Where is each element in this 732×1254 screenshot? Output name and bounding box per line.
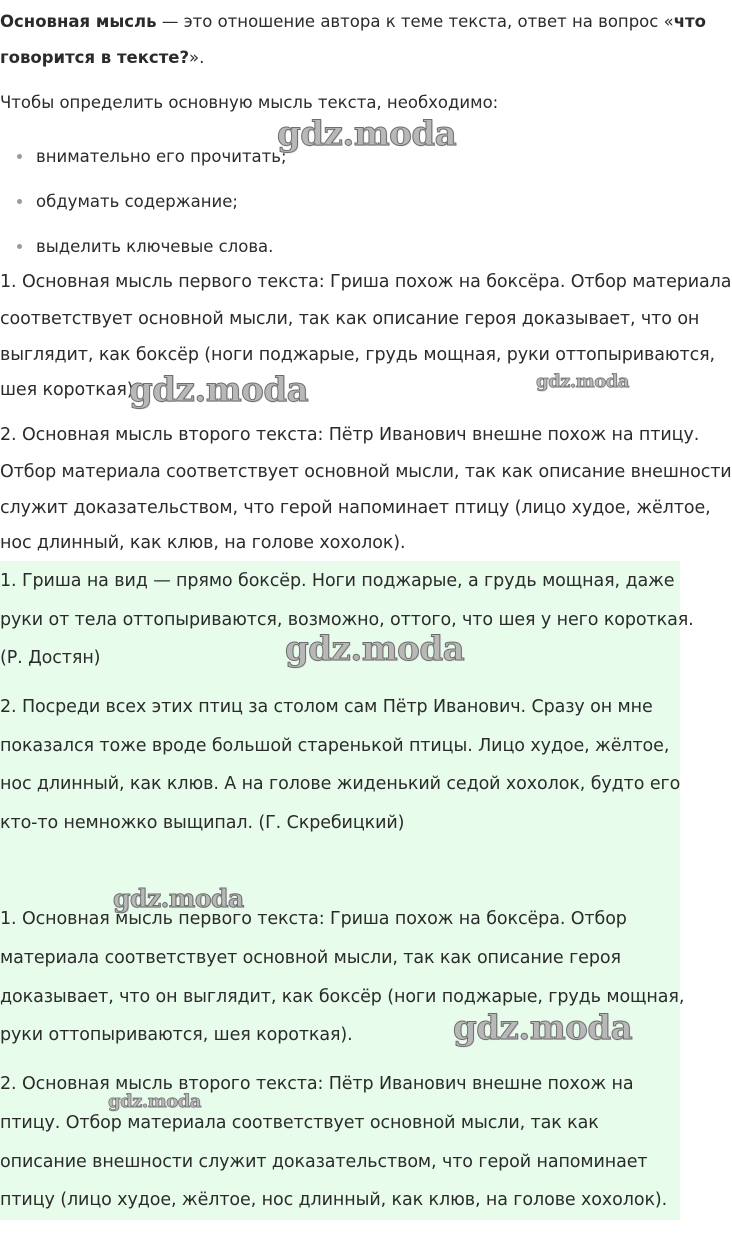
step-text: выделить ключевые слова. bbox=[36, 237, 274, 256]
watermark-logo: gdz.moda bbox=[113, 884, 244, 913]
steps-list bbox=[0, 134, 287, 269]
answer-line: 1. Основная мысль первого текста: Гриша похож на боксёра. Отбор bbox=[0, 909, 627, 929]
answer-line: 2. Основная мысль второго текста: Пётр Иванович внешне похож на bbox=[0, 1074, 634, 1094]
answer-line: выглядит, как боксёр (ноги поджарые, грудь мощная, руки оттопыриваются, bbox=[0, 345, 715, 365]
method-intro: Чтобы определить основную мысль текста, необходимо: bbox=[0, 93, 499, 112]
answer-line: шея короткая). bbox=[0, 380, 139, 400]
step-text: внимательно его прочитать; bbox=[36, 147, 287, 166]
list-item bbox=[0, 134, 287, 179]
question-bold-end: говорится в тексте? bbox=[0, 48, 190, 67]
watermark-logo: gdz.moda bbox=[129, 370, 309, 410]
definition-line-2 bbox=[0, 44, 204, 72]
watermark-logo: gdz.moda bbox=[108, 1091, 201, 1112]
answer-line: доказывает, что он выглядит, как боксёр (ноги поджарые, грудь мощная, bbox=[0, 987, 685, 1007]
source-line: кто-то немножко выщипал. (Г. Скребицкий) bbox=[0, 813, 405, 833]
definition-text: — это отношение автора к теме текста, ответ на вопрос « bbox=[156, 12, 674, 31]
bullet-icon bbox=[17, 199, 22, 204]
source-line: показался тоже вроде большой старенькой птицы. Лицо худое, жёлтое, bbox=[0, 736, 670, 756]
answer-line: 1. Основная мысль первого текста: Гриша похож на боксёра. Отбор материала bbox=[0, 272, 732, 292]
answer-line: описание внешности служит доказательством, что герой напоминает bbox=[0, 1152, 648, 1172]
answer-line: птицу. Отбор материала соответствует основной мысли, так как bbox=[0, 1113, 599, 1133]
source-line: 1. Гриша на вид — прямо боксёр. Ноги поджарые, а грудь мощная, даже bbox=[0, 571, 675, 591]
list-item bbox=[0, 224, 287, 269]
answer-line: соответствует основной мысли, так как описание героя доказывает, что он bbox=[0, 309, 700, 329]
answer-line: Отбор материала соответствует основной мысли, так как описание внешности bbox=[0, 462, 732, 482]
answer-line: руки оттопыриваются, шея короткая). bbox=[0, 1025, 353, 1045]
source-line: нос длинный, как клюв. А на голове жиденький седой хохолок, будто его bbox=[0, 774, 681, 794]
watermark-logo: gdz.moda bbox=[453, 1008, 633, 1048]
watermark-logo: gdz.moda bbox=[536, 371, 629, 392]
definition-end: ». bbox=[189, 48, 205, 67]
answer-line: нос длинный, как клюв, на голове хохолок). bbox=[0, 533, 406, 553]
answer-line: материала соответствует основной мысли, так как описание героя bbox=[0, 948, 621, 968]
list-item bbox=[0, 179, 287, 224]
question-bold-start: что bbox=[673, 12, 706, 31]
watermark-logo: gdz.moda bbox=[277, 114, 457, 154]
source-line: (Р. Достян) bbox=[0, 648, 101, 668]
watermark-logo: gdz.moda bbox=[285, 629, 465, 669]
source-line: 2. Посреди всех этих птиц за столом сам Пётр Иванович. Сразу он мне bbox=[0, 697, 653, 717]
answer-line: служит доказательством, что герой напоминает птицу (лицо худое, жёлтое, bbox=[0, 498, 711, 518]
source-line: руки от тела оттопыриваются, возможно, оттого, что шея у него короткая. bbox=[0, 610, 694, 630]
answer-line: птицу (лицо худое, жёлтое, нос длинный, как клюв, на голове хохолок). bbox=[0, 1190, 668, 1210]
bullet-icon bbox=[17, 244, 22, 249]
answer-line: 2. Основная мысль второго текста: Пётр Иванович внешне похож на птицу. bbox=[0, 425, 700, 445]
step-text: обдумать содержание; bbox=[36, 192, 238, 211]
term-bold: Основная мысль bbox=[0, 12, 157, 31]
bullet-icon bbox=[17, 154, 22, 159]
definition-line-1 bbox=[0, 8, 706, 36]
